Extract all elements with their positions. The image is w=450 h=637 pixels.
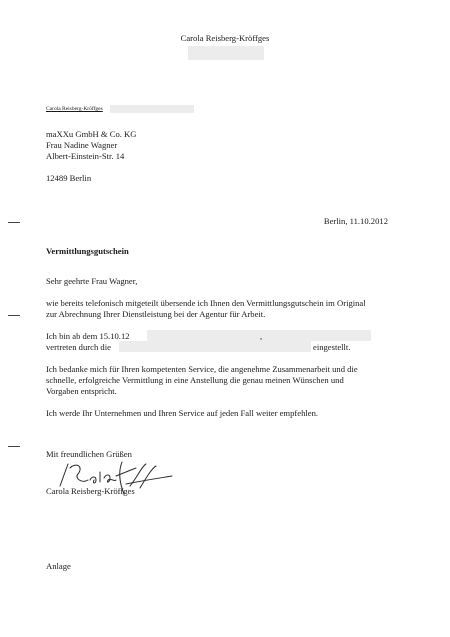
- letterhead-name: Carola Reisberg-Kröffges: [180, 33, 270, 43]
- sender-line: Carola Reisberg-Kröffges: [46, 106, 103, 112]
- date-line: Berlin, 11.10.2012: [323, 216, 388, 226]
- paragraph-2-line-1-comma: ,: [260, 331, 263, 341]
- fold-mark-top: [8, 222, 20, 223]
- paragraph-2-line-2-end: eingestellt.: [313, 342, 351, 352]
- recipient-street: Albert-Einstein-Str. 14: [46, 151, 125, 161]
- fold-mark-lower: [8, 446, 20, 447]
- redacted-representative: [119, 341, 311, 352]
- paragraph-3-line-1: Ich bedanke mich für Ihren kompetenten Service, die angenehme Zusammenarbeit und die: [46, 364, 358, 374]
- redacted-letterhead-address: [188, 46, 264, 60]
- closing: Mit freundlichen Grüßen: [46, 449, 132, 459]
- paragraph-1-line-2: zur Abrechnung Ihrer Dienstleistung bei der Agentur für Arbeit.: [46, 309, 266, 319]
- paragraph-2-line-1-start: Ich bin ab dem 15.10.12: [46, 331, 130, 341]
- recipient-company: maXXu GmbH & Co. KG: [46, 129, 137, 139]
- redacted-date-detail: [147, 330, 371, 341]
- paragraph-2-line-2-start: vertreten durch die: [46, 342, 111, 352]
- paragraph-1-line-1: wie bereits telefonisch mitgeteilt übersende ich Ihnen den Vermittlungsgutschein im Original: [46, 298, 366, 308]
- paragraph-3-line-3: Vorgaben entspricht.: [46, 386, 117, 396]
- subject-line: Vermittlungsgutschein: [46, 246, 129, 256]
- salutation: Sehr geehrte Frau Wagner,: [46, 276, 138, 286]
- recipient-person: Frau Nadine Wagner: [46, 140, 118, 150]
- paragraph-3-line-2: schnelle, erfolgreiche Vermittlung in eine Anstellung die genau meinen Wünschen und: [46, 375, 344, 385]
- redacted-sender-address: [110, 105, 194, 113]
- recipient-city: 12489 Berlin: [46, 173, 92, 183]
- paragraph-4: Ich werde Ihr Unternehmen und Ihren Service auf jeden Fall weiter empfehlen.: [46, 408, 319, 418]
- fold-mark-middle: [8, 315, 20, 316]
- signature-name: Carola Reisberg-Kröffges: [46, 486, 135, 496]
- enclosure-label: Anlage: [46, 561, 71, 571]
